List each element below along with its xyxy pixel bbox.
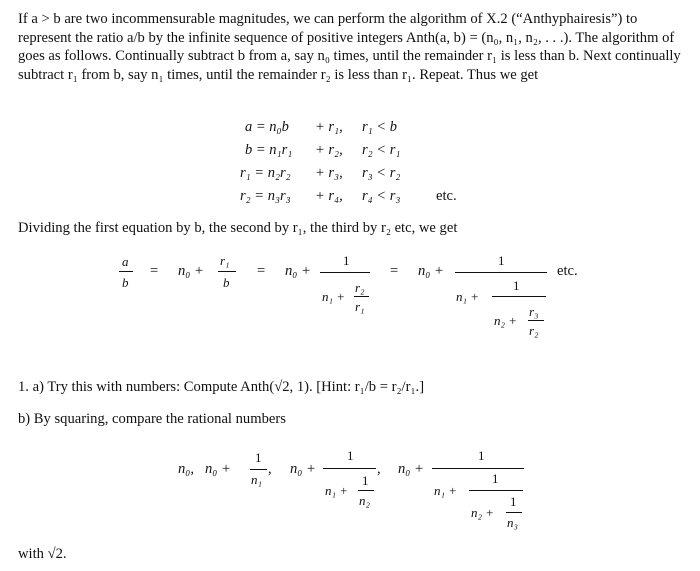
rat-one-3a: 1 [478, 448, 485, 463]
cf-r1-num: r₁ [220, 253, 230, 268]
cf-bar-r1b [218, 271, 236, 272]
rat-n0plus-2: n₀ + [290, 461, 316, 477]
rat-bar-3a [432, 468, 524, 469]
rat-n1plus-3: n₁ + [434, 483, 458, 498]
etc-label-1: etc. [436, 188, 457, 204]
cf-one-3a: 1 [498, 253, 505, 268]
rat-n0plus-1: n₀ + [205, 461, 231, 477]
rat-n1plus-2: n₁ + [325, 483, 349, 498]
eq-4-lhs: r₂ = n₃r₃ [240, 188, 291, 204]
cf-bar-r2r1 [354, 296, 369, 297]
cf-a: a [122, 254, 129, 269]
problem-1b: b) By squaring, compare the rational numbers [18, 411, 286, 427]
cf-r2-den-3: r₂ [529, 323, 539, 338]
eq-2-cond: r₂ < r₁ [362, 142, 401, 158]
rat-bar-3c [506, 512, 522, 513]
eq-4-rhs: + r₄, [315, 188, 343, 204]
cf-bar-r3r2 [528, 320, 544, 321]
cf-one-3b: 1 [513, 278, 520, 293]
cf-bar-main-2 [320, 272, 370, 273]
rat-bar-3b [469, 490, 523, 491]
eq-2-rhs: + r₂, [315, 142, 343, 158]
cf-r2-num-2: r₂ [355, 280, 365, 295]
rat-n2-2: n₂ [359, 493, 371, 508]
cf-n0plus-1: n₀ + [178, 263, 204, 279]
intro-paragraph [18, 10, 684, 84]
cf-bar-sub-3 [492, 296, 546, 297]
cf-etc: etc. [557, 263, 578, 279]
rat-comma-2: , [377, 461, 381, 477]
cf-b-den: b [223, 275, 230, 290]
eq-1-cond: r₁ < b [362, 119, 397, 135]
rat-n0: n₀, [178, 461, 195, 477]
cf-eq-1: = [150, 263, 159, 279]
with-sqrt2: with √2. [18, 546, 67, 562]
rat-bar-1 [250, 469, 267, 470]
rat-n1-1: n₁ [251, 472, 263, 487]
eq-3-cond: r₃ < r₂ [362, 165, 401, 181]
rat-one-3b: 1 [492, 471, 499, 486]
eq-1-rhs: + r₁, [315, 119, 343, 135]
cf-b: b [122, 275, 129, 290]
cf-n0plus-3: n₀ + [418, 263, 444, 279]
rat-one-3c: 1 [510, 494, 517, 509]
rat-comma-1: , [268, 461, 272, 477]
eq-1-lhs: a = n₀b [245, 119, 289, 135]
cf-r1-den-2: r₁ [355, 299, 365, 314]
eq-2-lhs: b = n₁r₁ [245, 142, 293, 158]
cf-n1plus-3: n₁ + [456, 289, 480, 304]
cf-bar-main-3 [455, 272, 547, 273]
intro-text: If a > b are two incommensurable magnitudes, we can perform the algorithm of X.2 (“Anthyphairesis”) to represent the ratio a/b by the infinite sequence of positive integers Anth(a, b) = (n₀, n₁, n₂, . . .). The algorithm of goes as follows. Continually subtract b from a, say n₀ times, until the remainder r₁ is less than b. Next continually subtract r₁ from b, say n₁ times, until the remainder r₂ is less than r₁. Repeat. Thus we get [18, 11, 681, 83]
eq-3-lhs: r₁ = n₂r₂ [240, 165, 291, 181]
rat-n3-3: n₃ [507, 515, 519, 530]
cf-n2plus-3: n₂ + [494, 313, 518, 328]
cf-r3-num-3: r₃ [529, 304, 539, 319]
rat-n0plus-3: n₀ + [398, 461, 424, 477]
rat-bar-2b [358, 490, 374, 491]
rat-one-1: 1 [255, 450, 262, 465]
cf-one-2: 1 [343, 253, 350, 268]
eq-3-rhs: + r₃, [315, 165, 343, 181]
eq-4-cond: r₄ < r₃ [362, 188, 401, 204]
cf-n1plus-2: n₁ + [322, 289, 346, 304]
rat-n2plus-3: n₂ + [471, 505, 495, 520]
cf-eq-2: = [257, 263, 266, 279]
rat-one-2b: 1 [362, 473, 369, 488]
problem-1a: 1. a) Try this with numbers: Compute Anth(√2, 1). [Hint: r₁/b = r₂/r₁.] [18, 379, 425, 395]
rat-one-2a: 1 [347, 448, 354, 463]
cf-eq-3: = [390, 263, 399, 279]
cf-n0plus-2: n₀ + [285, 263, 311, 279]
cf-bar-ab [119, 271, 133, 272]
rat-bar-2a [323, 468, 376, 469]
dividing-text: Dividing the first equation by b, the second by r₁, the third by r₂ etc, we get [18, 220, 458, 236]
